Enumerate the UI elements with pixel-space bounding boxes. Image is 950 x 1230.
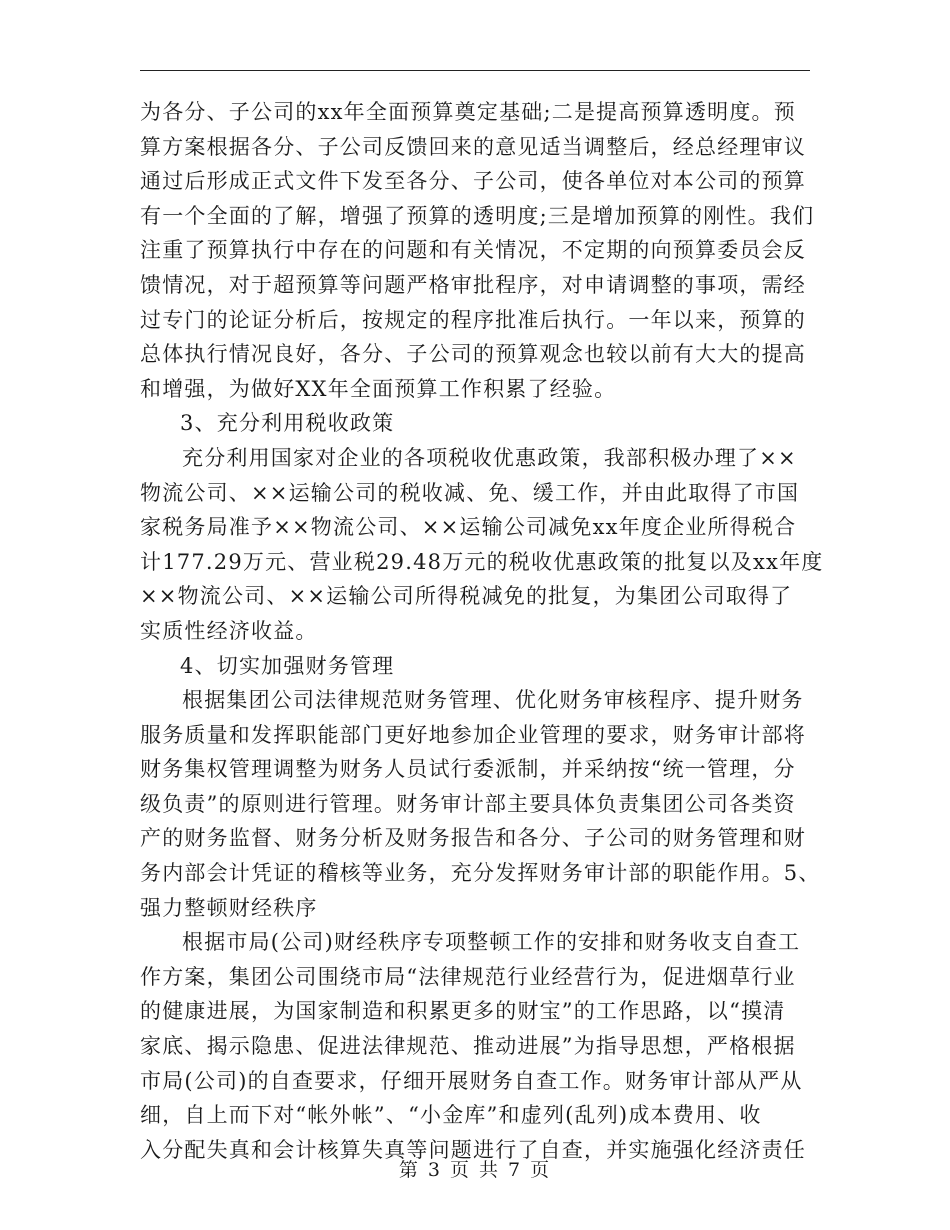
text-line: 算方案根据各分、子公司反馈回来的意见适当调整后，经总经理审议 — [140, 134, 806, 159]
text-line: ××物流公司、××运输公司所得税减免的批复，为集团公司取得了 — [140, 584, 793, 609]
paragraph-start: 充分利用国家对企业的各项税收优惠政策，我部积极办理了×× — [182, 445, 797, 470]
section-heading: 强力整顿财经秩序 — [140, 895, 318, 920]
document-body — [140, 95, 824, 1167]
text-line: 为各分、子公司的xx年全面预算奠定基础;二是提高预算透明度。预 — [140, 100, 796, 124]
text-line: 和增强，为做好XX年全面预算工作积累了经验。 — [140, 376, 617, 401]
text-line: 物流公司、××运输公司的税收减、免、缓工作，并由此取得了市国 — [140, 480, 800, 505]
text-line: 入分配失真和会计核算失真等问题进行了自查，并实施强化经济责任 — [140, 1137, 806, 1162]
text-line: 财务集权管理调整为财务人员试行委派制，并采纳按“统一管理，分 — [140, 757, 796, 782]
text-line: 计177.29万元、营业税29.48万元的税收优惠政策的批复以及xx年度 — [140, 549, 824, 574]
text-line: 实质性经济收益。 — [140, 618, 318, 643]
text-line: 产的财务监督、财务分析及财务报告和各分、子公司的财务管理和财 — [140, 826, 806, 851]
text-line: 作方案，集团公司围绕市局“法律规范行业经营行为，促进烟草行业 — [140, 964, 796, 989]
text-line: 的健康进展，为国家制造和积累更多的财宝”的工作思路，以“摸清 — [140, 999, 786, 1024]
text-line: 有一个全面的了解，增强了预算的透明度;三是增加预算的刚性。我们 — [140, 203, 815, 228]
header-rule — [140, 70, 810, 71]
text-line: 馈情况，对于超预算等问题严格审批程序，对申请调整的事项，需经 — [140, 272, 806, 297]
text-line: 家底、揭示隐患、促进法律规范、推动进展”为指导思想，严格根据 — [140, 1034, 796, 1059]
text-line: 通过后形成正式文件下发至各分、子公司，使各单位对本公司的预算 — [140, 169, 806, 194]
paragraph-start: 根据市局(公司)财经秩序专项整顿工作的安排和财务收支自查工 — [182, 930, 801, 955]
text-line: 级负责”的原则进行管理。财务审计部主要具体负责集团公司各类资 — [140, 791, 796, 816]
text-line: 家税务局准予××物流公司、××运输公司减免xx年度企业所得税合 — [140, 515, 797, 540]
section-heading: 4、切实加强财务管理 — [180, 653, 395, 678]
text-line: 总体执行情况良好，各分、子公司的预算观念也较以前有大大的提高 — [140, 342, 806, 367]
text-line: 服务质量和发挥职能部门更好地参加企业管理的要求，财务审计部将 — [140, 722, 806, 747]
section-heading: 3、充分利用税收政策 — [180, 411, 395, 436]
text-line: 过专门的论证分析后，按规定的程序批准后执行。一年以来，预算的 — [140, 307, 806, 332]
text-line: 务内部会计凭证的稽核等业务，充分发挥财务审计部的职能作用。5、 — [140, 861, 821, 886]
text-line: 市局(公司)的自查要求，仔细开展财务自查工作。财务审计部从严从 — [140, 1068, 803, 1093]
text-line: 注重了预算执行中存在的问题和有关情况，不定期的向预算委员会反 — [140, 238, 806, 263]
text-line: 细，自上而下对“帐外帐”、“小金库”和虚列(乱列)成本费用、收 — [140, 1103, 762, 1128]
page-number: 第 3 页 共 7 页 — [398, 1159, 552, 1181]
paragraph-start: 根据集团公司法律规范财务管理、优化财务审核程序、提升财务 — [182, 688, 804, 713]
